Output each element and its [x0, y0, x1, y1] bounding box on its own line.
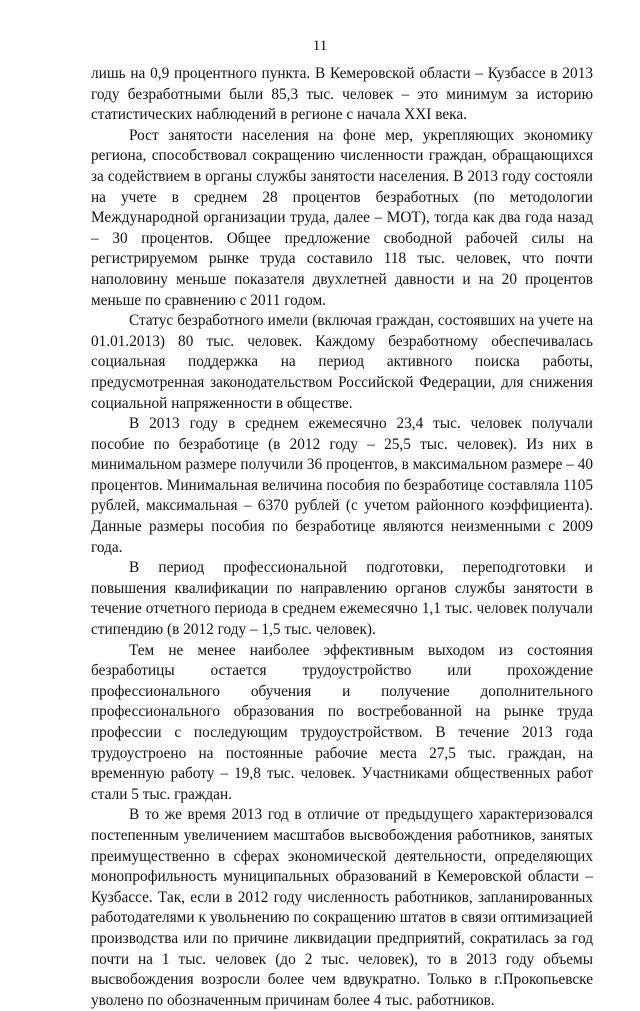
paragraph-training-stipend: В период профессиональной подготовки, переподготовки и повышения квалификации по направлению органов службы занятости в течение отчетного периода в среднем ежемесячно 1,1 тыс. человек получали стипендию (в 2012 году – 1,5 тыс. человек). [91, 559, 593, 639]
paragraph-job-placement: Тем не менее наиболее эффективным выходом из состояния безработицы остается трудоустройство или прохождение профессионального обучения и получение дополнительного профессионального образования по востребованной на рынке труда профессии с последующим трудоустройством. В течение 2013 года трудоустроено на постоянные рабочие места 27,5 тыс. граждан, на временную работу – 19,8 тыс. человек. Участниками общественных работ стали 5 тыс. граждан. [91, 641, 593, 803]
paragraph-employment-growth: Рост занятости населения на фоне мер, укрепляющих экономику региона, способствовал сокращению численности граждан, обращающихся за содействием в органы службы занятости населения. В 2013 году состояли на учете в среднем 28 процентов безработных (по методологии Международной организации труда, далее – МОТ), тогда как два года назад – 30 процентов. Общее предложение свободной рабочей силы на регистрируемом рынке труда составило 118 тыс. человек, что почти наполовину меньше показателя двухлетней давности и на 20 процентов меньше по сравнению с 2011 годом. [91, 126, 593, 309]
paragraph-continuation: лишь на 0,9 процентного пункта. В Кемеровской области – Кузбассе в 2013 году безработными были 85,3 тыс. человек – это минимум за историю статистических наблюдений в регионе с начала XXI века. [91, 65, 593, 124]
paragraph-layoffs: В то же время 2013 год в отличие от предыдущего характеризовался постепенным увеличением масштабов высвобождения работников, занятых преимущественно в сферах экономической деятельности, определяющих монопрофильность муниципальных образований в Кемеровской области – Кузбассе. Так, если в 2012 году численность работников, запланированных работодателями к увольнению по сокращению штатов в связи оптимизацией производства или по причине ликвидации предприятий, сократилась за год почти на 1 тыс. человек (до 2 тыс. человек), то в 2013 году объемы высвобождения возросли более чем вдвукратно. Только в г.Прокопьевске уволено по обозначенным причинам более 4 тыс. работников. [91, 806, 593, 1009]
paragraph-unemployed-status: Статус безработного имели (включая граждан, состоявших на учете на 01.01.2013) 80 тыс. человек. Каждому безработному обеспечивалась социальная поддержка на период активного поиска работы, предусмотренная законодательством Российской Федерации, для снижения социальной напряженности в обществе. [91, 312, 593, 412]
body-text [91, 64, 593, 1011]
paragraph-unemployment-benefit: В 2013 году в среднем ежемесячно 23,4 тыс. человек получали пособие по безработице (в 2012 году – 25,5 тыс. человек). Из них в минимальном размере получили 36 процентов, в максимальном размере – 40 процентов. Минимальная величина пособия по безработице составляла 1105 рублей, максимальная – 6370 рублей (с учетом районного коэффициента). Данные размеры пособия по безработице являются неизменными с 2009 года. [91, 415, 593, 556]
page-number: 11 [312, 38, 328, 54]
